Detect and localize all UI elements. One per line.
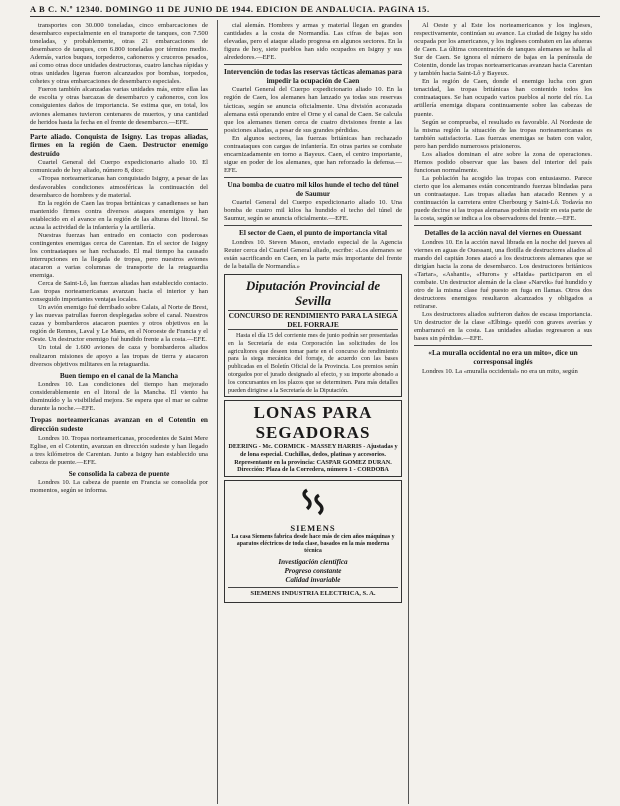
diputacion-ad (224, 274, 402, 397)
ad-slogan: Calidad invariable (285, 575, 341, 584)
ad-title: LONAS PARA SEGADORAS (253, 403, 373, 443)
column-2 (224, 22, 402, 802)
separator (414, 225, 592, 226)
column-divider-2 (408, 20, 409, 804)
headline: Parte aliado. Conquista de Isigny. Las tropas aliadas, firmes en la región de Caen. Destructor enemigo destruído (30, 131, 208, 158)
ad-brand: SIEMENS (290, 522, 336, 533)
paragraph: Los aliados dominan el aire sobre la zona de operaciones. Hemos podido observar que las bases del interior del país funcionan normalmente. (414, 150, 592, 174)
paragraph: Fueron también alcanzadas varias unidades más, entre ellas las de escolta y otras barcazas de desembarco y cañoneros, con los consiguientes daños de importancia. Se estima que, en total, los aviones alemanes tuvieron centenares de muertos, y una cantidad de heridos hasta la fecha en el frente de desembarco.—EFE. (30, 86, 208, 126)
paragraph: cial alemán. Hombres y armas y material llegan en grandes cantidades a la costa de Normandía. Las cifras de bajas son elevadas, pero el ataque aliado progresa en algunos sectores. En la figura de hoy, siete pueblos han sido ocupados en Isigny y sus alrededores.—EFE. (224, 22, 402, 62)
headline: Buen tiempo en el canal de la Mancha (59, 370, 179, 380)
column-divider-1 (217, 20, 218, 804)
paragraph: Los destructores aliados sufrieron daños de escasa importancia. Un destructor de la clase «Elbing» quedó con graves averías y embarrancó en la costa. Las unidades aliadas regresaron a sus bases sin pérdidas.—EFE. (414, 311, 592, 343)
headline: Una bomba de cuatro mil kilos hunde el techo del túnel de Saumur (227, 179, 399, 198)
separator (30, 129, 208, 130)
siemens-ad (224, 480, 402, 603)
paragraph: Cuartel General del Cuerpo expedicionario aliado 10. En la región de Caen, los alemanes han lanzado ya todas sus reservas tácticas, según se anuncia oficialmente. Una división acorazada alemana está operando entre el Orne y el canal de Caen. Se calcula que los alemanes tienen cerca de cuatro divisiones frente a las posiciones aliadas, a pesar de sus grandes pérdidas. (224, 86, 402, 134)
paragraph: En la región de Caen, donde el enemigo lucha con gran tenacidad, las tropas británicas han contenido todos los contraataques. Se han ocupado varios pueblos al norte del río. La artillería enemiga dispara continuamente sobre las cabezas de puente. (414, 78, 592, 118)
paragraph: Un avión enemigo fué derribado sobre Calais, al Norte de Brest, y las nuevas patrullas fueron desplegadas sobre el canal. Nuestros cazas y bombarderos atacaron puentes y otros objetivos en la región de Rennes, Laval y Le Mans, en el Noroeste de Francia y el Oeste. Un destructor enemigo fué hundido frente a la costa.—EFE. (30, 304, 208, 344)
paragraph: En algunos sectores, las fuerzas británicas han rechazado contraataques con cargas de infantería. En otras partes se combate encarnizadamente en torno a Bayeux. Caen, el centro importante, sigue en poder de los alemanes, que han reforzado la defensa.—EFE. (224, 134, 402, 174)
ad-body: La casa Siemens fabrica desde hace más de cien años máquinas y aparatos eléctricos de toda clase, basados en la más moderna técnica (231, 533, 395, 555)
paragraph: Cuartel General del Cuerpo expedicionario aliado 10. Una bomba de cuatro mil kilos ha hundido el techo del túnel de Saumur, según se anuncia oficialmente.—EFE. (224, 199, 402, 223)
headline: Se consolida la cabeza de puente (68, 468, 170, 478)
paragraph: Londres 10. En la acción naval librada en la noche del jueves al viernes en aguas de Ouessant, una flotilla de destructores aliados al mando del capitán Jones atacó a los destructores alemanes que se dirigían hacia la zona de desembarco. Los destructores británicos «Tartar», «Ashanti», «Huron» y «Haida» participaron en el combate. Un destructor alemán de la clase «Narvik» fué hundido y otro de la misma clase fué puesto en fuga en llamas. Otros dos destructores enemigos resultaron alcanzados y obligados a retirarse. (414, 238, 592, 311)
ad-slogan: Progreso constante (284, 566, 342, 575)
column-3 (414, 22, 592, 802)
paragraph: Un total de 1.600 aviones de caza y bombarderos aliados realizaron misiones de apoyo a las tropas de tierra y atacaron diversos objetivos militares en la retaguardia. (30, 344, 208, 368)
paragraph: «Tropas norteamericanas han conquistado Isigny, a pesar de las desfavorables condiciones atmosféricas la continuación del desembarco de hombres y de material. (30, 175, 208, 199)
ad-subtitle: CONCURSO DE RENDIMIENTO PARA LA SIEGA DEL FORRAJE (228, 311, 398, 330)
paragraph: Londres 10. La cabeza de puente en Francia se consolida por momentos, según se informa. (30, 479, 208, 495)
headline: Tropas norteamericanas avanzan en el Cotentin en dirección sudeste (30, 415, 208, 433)
paragraph: Londres 10. La «muralla occidental» no era un mito, según (422, 367, 578, 375)
paragraph: Según se comprueba, el resultado es favorable. Al Nordeste de la misma región la situación de las tropas norteamericanas es también satisfactoria. Las fuerzas enemigas se baten con valor, pero han perdido numerosos prisioneros. (414, 118, 592, 150)
paragraph: Londres 10. Steven Mason, enviado especial de la Agencia Reuter cerca del Cuartel General aliado, escribe: «Los alemanes se están sacrificando en Caen, en la parte más importante del frente de la batalla de Normandía.» (224, 238, 402, 270)
page-header: A B C. N.º 12340. DOMINGO 11 DE JUNIO DE 1944. EDICION DE ANDALUCIA. PAGINA 15. (30, 4, 430, 14)
paragraph: Al Oeste y al Este los norteamericanos y los ingleses, respectivamente, continúan su avance. La ciudad de Isigny ha sido ocupada por los americanos, y los ingleses combaten en las afueras de Caen. La última concentración de tanques alemanes se halla al Sur de Caen. Se ignora el número de bajas en la península de Cotentin, donde las tropas norteamericanas avanzan hacia Carentan y también hacia Saint-Lô y Bayeux. (414, 22, 592, 78)
paragraph: Londres 10. Tropas norteamericanas, procedentes de Saint Mere Eglise, en el Cotentin, avanzan en dirección sudeste y han llegado a tres kilómetros de Carentan. Junto a Isigny han establecido una cabeza de puente.—EFE. (30, 434, 208, 466)
paragraph: Cuartel General del Cuerpo expedicionario aliado 10. El comunicado de hoy aliado, número 8, dice: (30, 159, 208, 175)
separator (224, 64, 402, 65)
paragraph: transportes con 30.000 toneladas, cinco embarcaciones de desembarco especialmente en el transporte de tanques, con 7.500 toneladas, y probablemente, otras 21 embarcaciones de desembarco de tanques, con 6.800 toneladas por término medio. Además, varios buques, torpederos, cañoneros y cruceros pesados, así como otras doce unidades destructoras, cuatro lanchas rápidas y otras unidades ligeras fueron alcanzados por bombas, torpedos, cohetes y otras embarcaciones de desembarco especiales. (30, 22, 208, 86)
ad-title: Diputación Provincial de Sevilla (245, 278, 381, 309)
ad-body: DEERING - Mc. CORMICK - MASSEY HARRIS - Ajustadas y de lona especial. Cuchillas, dedos, platinas y accesorios. Representante en la provincia: CASPAR GOMEZ DURAN. Dirección: Plaza de la Corredera, número 1 - CORDOBA (228, 443, 398, 474)
paragraph: Nuestras fuerzas han entrado en contacto con poderosas contingentes enemigas cerca de Carentan. En el sector de Isigny los contraataques se han rechazado. El mal tiempo ha causado interrupciones en la llegada de tropas, pero nuestros aviones atacaron a varias columnas de transporte de la retaguardia enemiga. (30, 231, 208, 280)
separator (224, 225, 402, 226)
ad-company: SIEMENS INDUSTRIA ELECTRICA, S. A. (228, 587, 398, 598)
headline: Intervención de todas las reservas tácticas alemanas para impedir la ocupación de Caen (224, 67, 402, 85)
paragraph: La población ha acogido las tropas con entusiasmo. Parece cierto que los alemanes están concentrando fuerzas blindadas para un contraataque. Las tropas aliadas han atacado Rennes y a continuación la carretera entre Cherbourg y Saint-Lô. Todavía no puede decirse si las tropas alemanas podrán resistir en esta parte de la costa, según se indica a los observadores del frente.—EFE. (414, 174, 592, 223)
ad-slogan: Investigación científica (278, 557, 348, 566)
paragraph: Cerca de Saint-Lô, las fuerzas aliadas han establecido contacto. Las tropas norteamericanas avanzan hacia el interior y han conseguido importantes ventajas locales. (30, 280, 208, 304)
paragraph: Londres 10. Las condiciones del tiempo han mejorado considerablemente en el litoral de la Mancha. El viento ha disminuído y la visibilidad mejora. Se espera que el mar se calme durante la noche.—EFE. (30, 381, 208, 413)
ad-body: Hasta el día 15 del corriente mes de junio podrán ser presentadas en la Secretaría de esta Corporación las solicitudes de los agricultores que deseen tomar parte en el concurso de rendimiento para la siega mecánica del forraje, de acuerdo con las bases publicadas en el Boletín Oficial de la Provincia. Los premios serán otorgados por el jurado designado al efecto, y su importe abonado a los concursantes en los plazos que se determinen. Para más detalles pueden dirigirse a la Secretaría de la Diputación. (228, 332, 398, 394)
header-rule (30, 16, 600, 17)
siemens-logo-icon (296, 485, 330, 519)
separator (224, 177, 402, 178)
headline: «La muralla occidental no era un mito», dice un corresponsal inglés (428, 348, 578, 366)
paragraph: En la región de Caen las tropas británicas y canadienses se han mantenido firmes contra diversos ataques enemigos y han establecido en el avance en la región de las alturas del litoral. Se acusa la actividad de la infantería y la artillería. (30, 199, 208, 231)
separator (414, 345, 592, 346)
headline: El sector de Caen, el punto de importancia vital (238, 228, 388, 238)
headline: Detalles de la acción naval del viernes en Ouessant (424, 228, 582, 238)
lonas-ad (224, 400, 402, 476)
column-1 (30, 22, 208, 802)
